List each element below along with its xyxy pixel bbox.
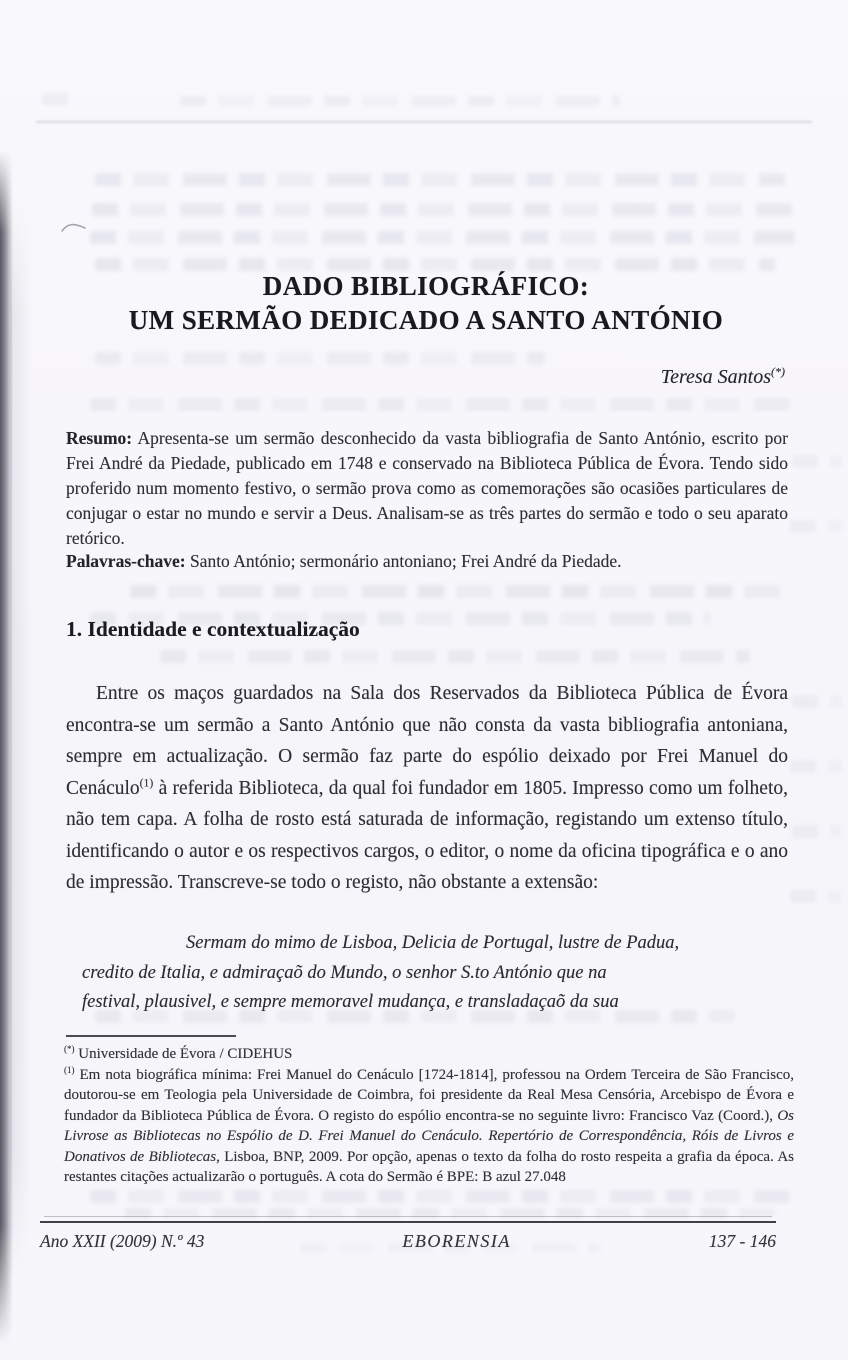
footnote-1-text-a: Em nota biográfica mínima: Frei Manuel do Cenáculo [1724-1814], professou na Ordem Terceira de São Francisco, doutorou-se em Teologia pela Universidade de Coimbra, foi presidente da Real Mesa Censória, Arcebispo de Évora e fundador da Biblioteca Pública de Évora. O registo do espólio encontra-se no seguinte livro: Francisco Vaz (Coord.),	[64, 1066, 794, 1124]
bleedthrough-line	[790, 520, 842, 533]
scan-edge-soft-shadow	[10, 200, 32, 1280]
footnote-1-book-title: Os Livrose as Bibliotecas no Espólio de D. Frei Manuel do Cenáculo. Repertório de Correspondência, Róis de Livros e Donativos de Bibliotecas	[64, 1107, 794, 1165]
bleedthrough-line	[90, 231, 795, 244]
footnote-1-marker: (1)	[64, 1064, 75, 1075]
footer-journal-name: EBORENSIA	[402, 1231, 511, 1251]
footnote-1	[64, 1065, 794, 1188]
bleedthrough-line	[95, 173, 785, 186]
bleedthrough-line	[160, 650, 750, 663]
bleedthrough-line	[792, 455, 842, 468]
footnote-star-text: Universidade de Évora / CIDEHUS	[74, 1046, 293, 1062]
bleedthrough-line	[792, 695, 842, 708]
pen-mark	[60, 220, 88, 236]
bleedthrough-line	[92, 203, 792, 216]
page-title-line1: DADO BIBLIOGRÁFICO:	[262, 271, 590, 301]
footnote-star-marker: (*)	[64, 1044, 75, 1054]
footnote-ref-1: (1)	[139, 776, 154, 789]
footnote-star	[64, 1044, 794, 1065]
journal-footer	[40, 1231, 776, 1252]
quote-line-2: credito de Italia, e admiraçaõ do Mundo, o senhor S.to António que na	[82, 962, 607, 983]
footer-volume: Ano XXII (2009) N.º 43	[40, 1231, 205, 1251]
bleedthrough-line	[130, 585, 785, 598]
abstract-text: Apresenta-se um sermão desconhecido da vasta bibliografia de Santo António, escrito por Frei André da Piedade, publicado em 1748 e conservado na Biblioteca Pública de Évora. Tendo sido proferido num momento festivo, o sermão prova como as comemorações são ocasiões particulares de conjugar o estar no mundo e servir a Deus. Analisam-se as três partes do sermão e todo o seu aparato retórico.	[66, 428, 788, 548]
body-paragraph	[66, 678, 788, 899]
bleedthrough-line	[790, 890, 842, 903]
author-footnote-marker: (*)	[771, 364, 785, 379]
footer-rule-echo	[44, 1216, 772, 1217]
bleedthrough-line	[790, 760, 842, 773]
page-title-line2: UM SERMÃO DEDICADO A SANTO ANTÓNIO	[128, 305, 724, 335]
author-name: Teresa Santos	[660, 366, 771, 388]
quote-line-3: festival, plausivel, e sempre memoravel mudança, e transladaçaõ da sua	[82, 992, 619, 1012]
footer-rule	[40, 1221, 776, 1223]
footer-page-range: 137 - 146	[708, 1231, 776, 1251]
keywords	[66, 551, 788, 572]
bleedthrough-line	[42, 93, 72, 105]
footnote-1-text-b: , Lisboa, BNP, 2009. Por opção, apenas o texto da folha do rosto respeita a grafia da época. As restantes citações actualizarão o português. A cota do Sermão é BPE: B azul 27.048	[64, 1148, 794, 1185]
bleedthrough-line	[90, 1190, 790, 1203]
transcription-quote	[82, 929, 722, 1018]
abstract-label: Resumo:	[66, 428, 133, 448]
section-heading: 1. Identidade e contextualização	[66, 617, 360, 641]
bleedthrough-line	[180, 96, 620, 106]
body-paragraph-text-2: à referida Biblioteca, da qual foi fundador em 1805. Impresso como um folheto, não tem capa. A folha de rosto está saturada de informação, registando um extenso título, identificando o autor e os respectivos cargos, o editor, o nome da oficina tipográfica e o ano de impressão. Transcreve-se todo o registo, não obstante a extensão:	[66, 777, 788, 893]
footnotes	[64, 1044, 794, 1188]
bleedthrough-line	[792, 825, 842, 838]
keywords-label: Palavras-chave:	[66, 551, 186, 571]
bleedthrough-rule	[36, 121, 812, 123]
author-line	[65, 366, 785, 389]
bleedthrough-line	[90, 398, 790, 411]
abstract	[66, 426, 788, 551]
body-paragraph-text-1: Entre os maços guardados na Sala dos Reservados da Biblioteca Pública de Évora encontra-se um sermão a Santo António que não consta da vasta bibliografia antoniana, sempre em actualização. O sermão faz parte do espólio deixado por Frei Manuel do Cenáculo	[66, 683, 788, 799]
keywords-text: Santo António; sermonário antoniano; Frei André da Piedade.	[189, 551, 622, 571]
bleedthrough-line	[95, 352, 545, 365]
footnote-rule	[66, 1035, 236, 1037]
quote-line-1: Sermam do mimo de Lisboa, Delicia de Portugal, lustre de Padua,	[186, 933, 680, 953]
